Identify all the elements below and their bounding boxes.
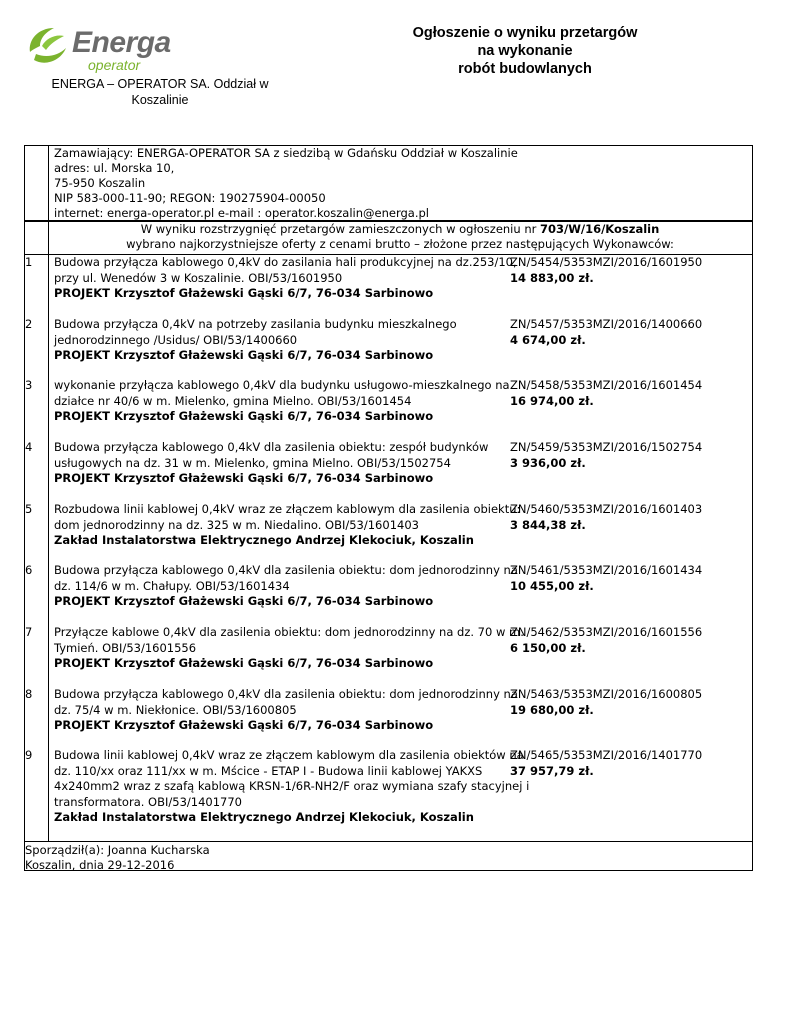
buyer-address: adres: ul. Morska 10, (54, 161, 175, 175)
item-reference: ZN/5457/5353MZI/2016/1400660 (510, 317, 703, 331)
item-contractor: PROJEKT Krzysztof Głażewski Gąski 6/7, 76-034 Sarbinowo (54, 656, 434, 670)
item-price: 14 883,00 zł. (510, 270, 594, 285)
energa-swoosh-icon (24, 22, 72, 70)
item-reference: ZN/5463/5353MZI/2016/1600805 (510, 687, 703, 701)
item-price: 4 674,00 zł. (510, 332, 586, 347)
item-description: Budowa przyłącza 0,4kV na potrzeby zasilania budynku mieszkalnego jednorodzinnego /Usidus/ OBI/53/1400660 (54, 317, 457, 347)
item-contractor: PROJEKT Krzysztof Głażewski Gąski 6/7, 76-034 Sarbinowo (54, 594, 434, 608)
item-number: 1 (25, 255, 33, 269)
item-contractor: PROJEKT Krzysztof Głażewski Gąski 6/7, 76-034 Sarbinowo (54, 348, 434, 362)
buyer-postal: 75-950 Koszalin (54, 176, 146, 190)
energa-logo (24, 22, 184, 78)
item-description: Budowa przyłącza kablowego 0,4kV dla zasilenia obiektu: zespół budynków usługowych na dz. 31 w m. Mielenko, gmina Mielno. OBI/53/1502754 (54, 440, 489, 470)
item-number: 9 (25, 748, 33, 762)
item-reference: ZN/5458/5353MZI/2016/1601454 (510, 378, 703, 392)
item-contractor: PROJEKT Krzysztof Głażewski Gąski 6/7, 76-034 Sarbinowo (54, 286, 434, 300)
item-description: wykonanie przyłącza kablowego 0,4kV dla budynku usługowo-mieszkalnego na działce nr 40/6 w m. Mielenko, gmina Mielno. OBI/53/1601454 (54, 378, 510, 408)
item-contractor: Zakład Instalatorstwa Elektrycznego Andrzej Klekociuk, Koszalin (54, 810, 474, 824)
buyer-ids: NIP 583-000-11-90; REGON: 190275904-00050 (54, 191, 326, 205)
logo-brand-text: Energa (72, 26, 171, 59)
item-contractor: Zakład Instalatorstwa Elektrycznego Andrzej Klekociuk, Koszalin (54, 533, 474, 547)
intro-text (55, 222, 745, 252)
item-number: 4 (25, 440, 33, 454)
divider (25, 841, 752, 842)
title-line: na wykonanie (477, 43, 573, 59)
item-contractor: PROJEKT Krzysztof Głażewski Gąski 6/7, 76-034 Sarbinowo (54, 471, 434, 485)
item-reference: ZN/5459/5353MZI/2016/1502754 (510, 440, 703, 454)
prepared-by: Sporządził(a): Joanna Kucharska (25, 843, 210, 857)
announcement-title (370, 24, 680, 78)
item-description: Budowa przyłącza kablowego 0,4kV dla zasilenia obiektu: dom jednorodzinny na dz. 114/6 w m. Chałupy. OBI/53/1601434 (54, 563, 518, 593)
item-price: 16 974,00 zł. (510, 393, 594, 408)
item-price: 6 150,00 zł. (510, 640, 586, 655)
intro-part: W wyniku rozstrzygnięć przetargów zamieszczonych w ogłoszeniu nr (140, 222, 540, 236)
notice-number: 703/W/16/Koszalin (540, 222, 660, 236)
item-contractor: PROJEKT Krzysztof Głażewski Gąski 6/7, 76-034 Sarbinowo (54, 718, 434, 732)
item-reference: ZN/5461/5353MZI/2016/1601434 (510, 563, 703, 577)
column-divider (48, 146, 49, 841)
title-line: Ogłoszenie o wyniku przetargów (412, 25, 638, 41)
item-number: 8 (25, 687, 33, 701)
item-reference: ZN/5465/5353MZI/2016/1401770 (510, 748, 703, 762)
item-price: 19 680,00 zł. (510, 702, 594, 717)
buyer-info (54, 146, 744, 221)
item-description: Budowa linii kablowej 0,4kV wraz ze złączem kablowym dla zasilenia obiektów na dz. 110/xx oraz 111/xx w m. Mścice - ETAP I - Budowa linii kablowej YAKXS 4x240mm2 wraz z szafą kablową KRSN-1/6R-NH2/F oraz wymiana szafy stacyjnej i transformatora. OBI/53/1401770 (54, 748, 530, 809)
item-number: 3 (25, 378, 33, 392)
item-number: 7 (25, 625, 33, 639)
item-description: Budowa przyłącza kablowego 0,4kV dla zasilenia obiektu: dom jednorodzinny na dz. 75/4 w m. Niekłonice. OBI/53/1600805 (54, 687, 518, 717)
item-reference: ZN/5462/5353MZI/2016/1601556 (510, 625, 703, 639)
item-number: 6 (25, 563, 33, 577)
organization-name: ENERGA – OPERATOR SA. Oddział w Koszalinie (51, 77, 269, 107)
place-date: Koszalin, dnia 29-12-2016 (25, 857, 175, 872)
item-reference: ZN/5460/5353MZI/2016/1601403 (510, 502, 703, 516)
item-number: 2 (25, 317, 33, 331)
item-description: Przyłącze kablowe 0,4kV dla zasilenia obiektu: dom jednorodzinny na dz. 70 w m. Tymień. OBI/53/1601556 (54, 625, 524, 655)
footer (25, 843, 210, 872)
intro-line: wybrano najkorzystniejsze oferty z cenami brutto – złożone przez następujących Wykonawców: (126, 237, 674, 251)
item-reference: ZN/5454/5353MZI/2016/1601950 (510, 255, 703, 269)
item-price: 10 455,00 zł. (510, 578, 594, 593)
item-price: 37 957,79 zł. (510, 763, 594, 778)
results-table (24, 145, 753, 871)
item-price: 3 844,38 zł. (510, 517, 586, 532)
title-line: robót budowlanych (458, 61, 592, 77)
item-contractor: PROJEKT Krzysztof Głażewski Gąski 6/7, 76-034 Sarbinowo (54, 409, 434, 423)
item-description: Budowa przyłącza kablowego 0,4kV do zasilania hali produkcyjnej na dz.253/10, przy ul. Wenedów 3 w Koszalinie. OBI/53/1601950 (54, 255, 517, 285)
item-price: 3 936,00 zł. (510, 455, 586, 470)
item-description: Rozbudowa linii kablowej 0,4kV wraz ze złączem kablowym dla zasilenia obiektu: dom jednorodzinny na dz. 325 w m. Niedalino. OBI/53/1601403 (54, 502, 521, 532)
item-number: 5 (25, 502, 33, 516)
buyer-line: Zamawiający: ENERGA-OPERATOR SA z siedzibą w Gdańsku Oddział w Koszalinie (54, 146, 518, 160)
logo-sub-text: operator (88, 57, 141, 73)
buyer-contact: internet: energa-operator.pl e-mail : operator.koszalin@energa.pl (54, 206, 429, 220)
